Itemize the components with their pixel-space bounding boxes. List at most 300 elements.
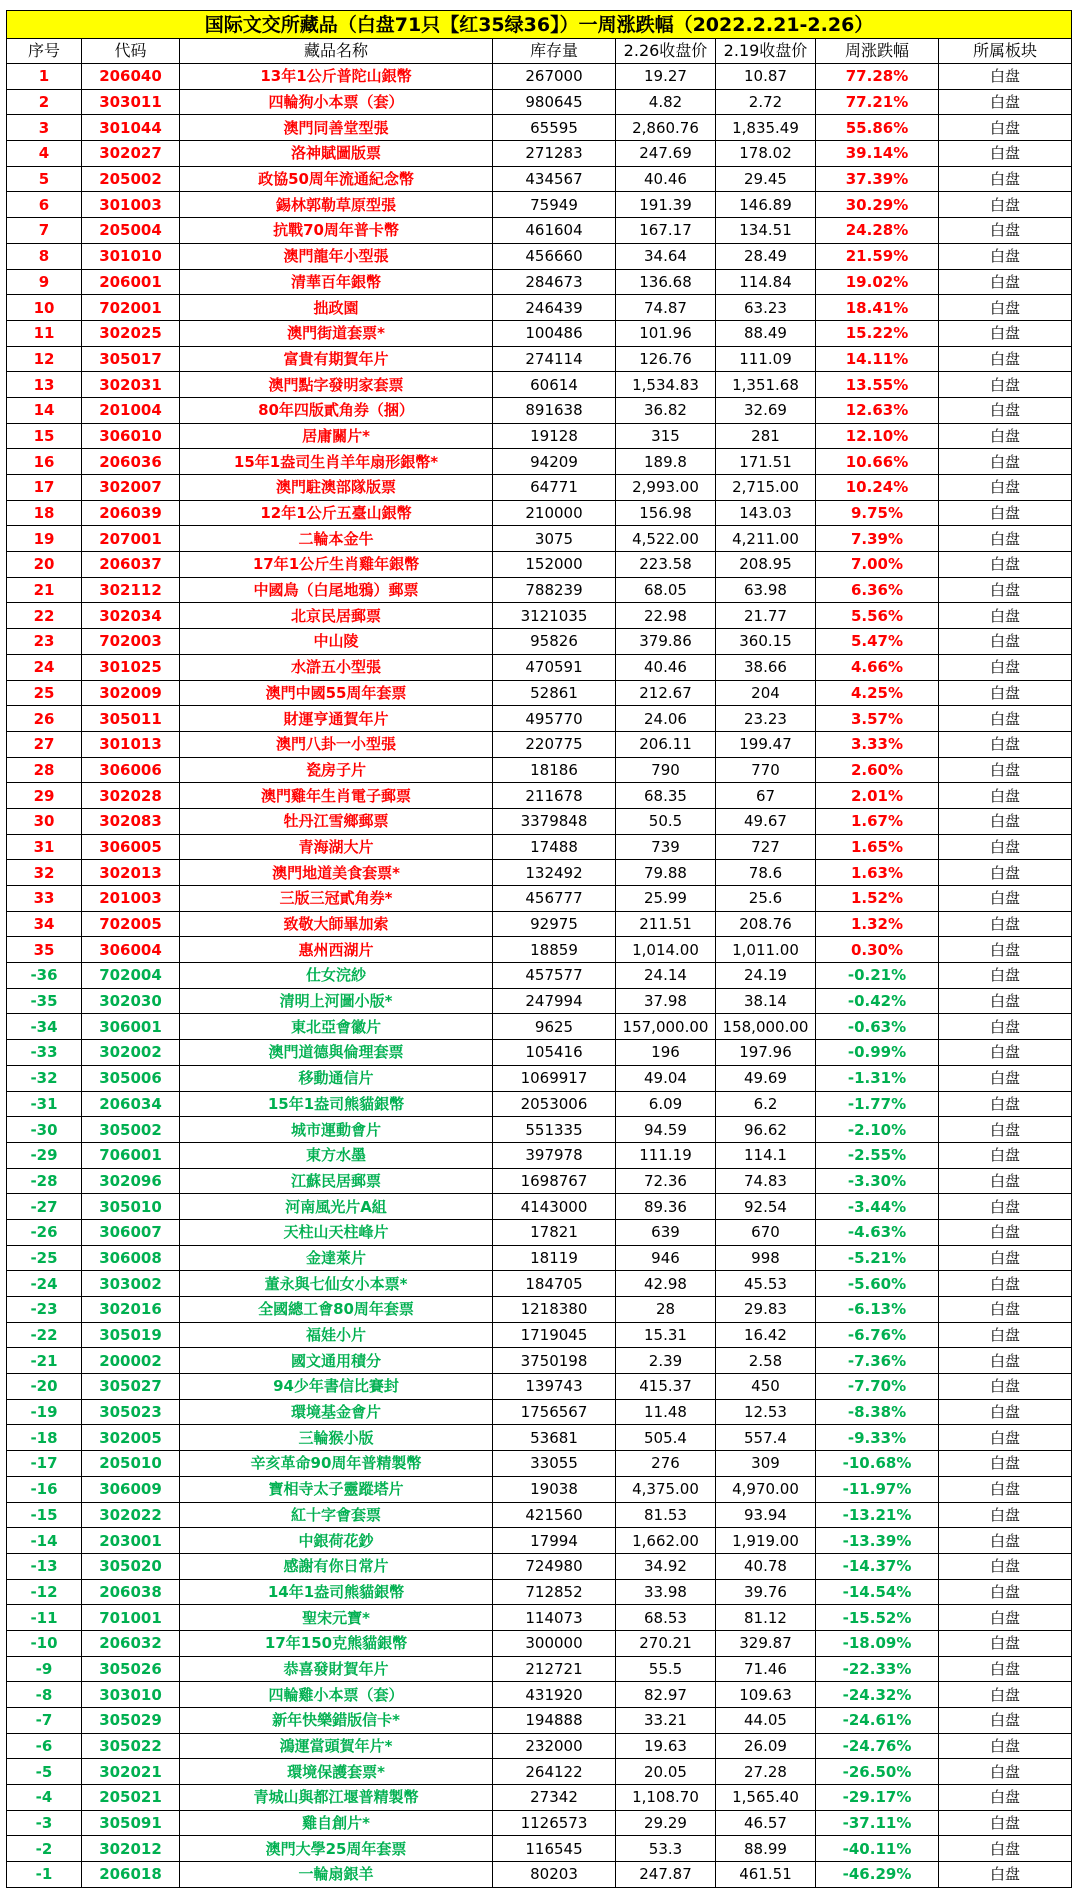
code-cell: 206037 [82, 552, 180, 578]
close-226-cell: 42.98 [616, 1271, 716, 1297]
close-226-cell: 6.09 [616, 1091, 716, 1117]
rank-cell: -1 [7, 1862, 82, 1888]
board-cell: 白盘 [939, 1708, 1072, 1734]
weekly-change-cell: 2.60% [816, 757, 939, 783]
board-cell: 白盘 [939, 269, 1072, 295]
close-226-cell: 790 [616, 757, 716, 783]
close-226-cell: 639 [616, 1219, 716, 1245]
close-219-cell: 208.76 [716, 911, 816, 937]
weekly-change-cell: -6.76% [816, 1322, 939, 1348]
stock-cell: 980645 [493, 89, 616, 115]
code-cell: 302030 [82, 988, 180, 1014]
rank-cell: -4 [7, 1785, 82, 1811]
item-name-cell: 牡丹江雪鄉郵票 [180, 808, 493, 834]
table-row [7, 1451, 1072, 1477]
code-cell: 205021 [82, 1785, 180, 1811]
weekly-change-cell: 10.66% [816, 449, 939, 475]
rank-cell: -18 [7, 1425, 82, 1451]
board-cell: 白盘 [939, 1219, 1072, 1245]
close-226-cell: 74.87 [616, 295, 716, 321]
weekly-change-cell: 3.33% [816, 731, 939, 757]
code-cell: 206001 [82, 269, 180, 295]
code-cell: 301013 [82, 731, 180, 757]
stock-cell: 264122 [493, 1759, 616, 1785]
code-cell: 706001 [82, 1142, 180, 1168]
weekly-change-cell: 2.01% [816, 783, 939, 809]
table-body [7, 64, 1072, 1888]
board-cell: 白盘 [939, 449, 1072, 475]
item-name-cell: 致敬大師畢加索 [180, 911, 493, 937]
rank-cell: -21 [7, 1348, 82, 1374]
close-226-cell: 211.51 [616, 911, 716, 937]
close-226-cell: 2,860.76 [616, 115, 716, 141]
item-name-cell: 財運亨通賀年片 [180, 706, 493, 732]
table-row [7, 1733, 1072, 1759]
code-cell: 702001 [82, 295, 180, 321]
close-219-cell: 4,211.00 [716, 526, 816, 552]
weekly-change-cell: 6.36% [816, 577, 939, 603]
board-cell: 白盘 [939, 475, 1072, 501]
item-name-cell: 17年1公斤生肖雞年銀幣 [180, 552, 493, 578]
board-cell: 白盘 [939, 1630, 1072, 1656]
weekly-change-cell: -1.31% [816, 1065, 939, 1091]
item-name-cell: 城市運動會片 [180, 1117, 493, 1143]
code-cell: 302025 [82, 320, 180, 346]
item-name-cell: 洛神賦圖版票 [180, 141, 493, 167]
close-219-cell: 63.23 [716, 295, 816, 321]
code-cell: 306009 [82, 1476, 180, 1502]
table-row [7, 1014, 1072, 1040]
rank-cell: -13 [7, 1553, 82, 1579]
table-row [7, 1836, 1072, 1862]
stock-cell: 2053006 [493, 1091, 616, 1117]
weekly-change-cell: 7.39% [816, 526, 939, 552]
table-row [7, 629, 1072, 655]
close-219-cell: 146.89 [716, 192, 816, 218]
board-cell: 白盘 [939, 218, 1072, 244]
rank-cell: 4 [7, 141, 82, 167]
rank-cell: 17 [7, 475, 82, 501]
weekly-change-cell: 37.39% [816, 166, 939, 192]
code-cell: 303011 [82, 89, 180, 115]
close-219-cell: 93.94 [716, 1502, 816, 1528]
weekly-change-cell: -24.76% [816, 1733, 939, 1759]
close-226-cell: 20.05 [616, 1759, 716, 1785]
stock-cell: 17821 [493, 1219, 616, 1245]
stock-cell: 212721 [493, 1656, 616, 1682]
board-cell: 白盘 [939, 526, 1072, 552]
code-cell: 305020 [82, 1553, 180, 1579]
item-name-cell: 移動通信片 [180, 1065, 493, 1091]
table-row [7, 1374, 1072, 1400]
table-row [7, 731, 1072, 757]
board-cell: 白盘 [939, 1759, 1072, 1785]
table-row [7, 706, 1072, 732]
table-row [7, 988, 1072, 1014]
board-cell: 白盘 [939, 834, 1072, 860]
close-219-cell: 67 [716, 783, 816, 809]
code-cell: 206034 [82, 1091, 180, 1117]
item-name-cell: 惠州西湖片 [180, 937, 493, 963]
rank-cell: 15 [7, 423, 82, 449]
weekly-change-cell: -26.50% [816, 1759, 939, 1785]
code-cell: 305017 [82, 346, 180, 372]
close-219-cell: 4,970.00 [716, 1476, 816, 1502]
table-row [7, 834, 1072, 860]
stock-cell: 456777 [493, 886, 616, 912]
item-name-cell: 居庸關片* [180, 423, 493, 449]
stock-cell: 220775 [493, 731, 616, 757]
rank-cell: 29 [7, 783, 82, 809]
close-226-cell: 505.4 [616, 1425, 716, 1451]
code-cell: 302083 [82, 808, 180, 834]
board-cell: 白盘 [939, 654, 1072, 680]
board-cell: 白盘 [939, 1194, 1072, 1220]
board-cell: 白盘 [939, 1117, 1072, 1143]
weekly-change-cell: 77.28% [816, 64, 939, 90]
item-name-cell: 二輪本金牛 [180, 526, 493, 552]
board-cell: 白盘 [939, 1091, 1072, 1117]
stock-cell: 27342 [493, 1785, 616, 1811]
item-name-cell: 環境基金會片 [180, 1399, 493, 1425]
close-219-cell: 38.66 [716, 654, 816, 680]
rank-cell: -17 [7, 1451, 82, 1477]
item-name-cell: 環境保護套票* [180, 1759, 493, 1785]
weekly-change-cell: 24.28% [816, 218, 939, 244]
board-cell: 白盘 [939, 1733, 1072, 1759]
close-226-cell: 270.21 [616, 1630, 716, 1656]
board-cell: 白盘 [939, 1476, 1072, 1502]
weekly-change-cell: 21.59% [816, 243, 939, 269]
rank-cell: 5 [7, 166, 82, 192]
code-cell: 205002 [82, 166, 180, 192]
stock-cell: 210000 [493, 500, 616, 526]
close-219-cell: 2.58 [716, 1348, 816, 1374]
board-cell: 白盘 [939, 346, 1072, 372]
stock-cell: 434567 [493, 166, 616, 192]
close-226-cell: 415.37 [616, 1374, 716, 1400]
item-name-cell: 國文通用積分 [180, 1348, 493, 1374]
close-219-cell: 32.69 [716, 397, 816, 423]
item-name-cell: 錫林郭勒草原型張 [180, 192, 493, 218]
rank-cell: -20 [7, 1374, 82, 1400]
item-name-cell: 15年1盎司生肖羊年扇形銀幣* [180, 449, 493, 475]
code-cell: 302034 [82, 603, 180, 629]
close-226-cell: 126.76 [616, 346, 716, 372]
rank-cell: -22 [7, 1322, 82, 1348]
rank-cell: 2 [7, 89, 82, 115]
code-cell: 306004 [82, 937, 180, 963]
stock-cell: 53681 [493, 1425, 616, 1451]
close-219-cell: 92.54 [716, 1194, 816, 1220]
header-row [7, 39, 1072, 64]
weekly-change-cell: -0.21% [816, 963, 939, 989]
table-row [7, 166, 1072, 192]
close-219-cell: 197.96 [716, 1040, 816, 1066]
table-row [7, 64, 1072, 90]
stock-cell: 18186 [493, 757, 616, 783]
close-219-cell: 2,715.00 [716, 475, 816, 501]
weekly-change-cell: 55.86% [816, 115, 939, 141]
weekly-change-cell: 1.32% [816, 911, 939, 937]
table-row [7, 860, 1072, 886]
close-219-cell: 23.23 [716, 706, 816, 732]
rank-cell: 24 [7, 654, 82, 680]
stock-cell: 431920 [493, 1682, 616, 1708]
stock-cell: 3379848 [493, 808, 616, 834]
code-cell: 302022 [82, 1502, 180, 1528]
rank-cell: 1 [7, 64, 82, 90]
close-226-cell: 101.96 [616, 320, 716, 346]
weekly-change-cell: -6.13% [816, 1297, 939, 1323]
close-219-cell: 81.12 [716, 1605, 816, 1631]
item-name-cell: 三版三冠貳角券* [180, 886, 493, 912]
item-name-cell: 辛亥革命90周年普精製幣 [180, 1451, 493, 1477]
close-226-cell: 4,375.00 [616, 1476, 716, 1502]
column-header: 周涨跌幅 [816, 39, 939, 64]
board-cell: 白盘 [939, 1168, 1072, 1194]
rank-cell: 21 [7, 577, 82, 603]
close-219-cell: 1,011.00 [716, 937, 816, 963]
stock-cell: 267000 [493, 64, 616, 90]
table-row [7, 1579, 1072, 1605]
rank-cell: 14 [7, 397, 82, 423]
stock-cell: 184705 [493, 1271, 616, 1297]
code-cell: 302021 [82, 1759, 180, 1785]
code-cell: 302005 [82, 1425, 180, 1451]
rank-cell: -28 [7, 1168, 82, 1194]
board-cell: 白盘 [939, 1528, 1072, 1554]
table-row [7, 320, 1072, 346]
close-226-cell: 40.46 [616, 166, 716, 192]
stock-cell: 456660 [493, 243, 616, 269]
close-226-cell: 40.46 [616, 654, 716, 680]
rank-cell: -23 [7, 1297, 82, 1323]
stock-cell: 18119 [493, 1245, 616, 1271]
close-219-cell: 1,565.40 [716, 1785, 816, 1811]
board-cell: 白盘 [939, 783, 1072, 809]
weekly-change-cell: -24.32% [816, 1682, 939, 1708]
stock-cell: 1719045 [493, 1322, 616, 1348]
weekly-change-cell: 1.67% [816, 808, 939, 834]
rank-cell: -15 [7, 1502, 82, 1528]
code-cell: 302009 [82, 680, 180, 706]
close-219-cell: 28.49 [716, 243, 816, 269]
close-226-cell: 315 [616, 423, 716, 449]
weekly-change-cell: -3.44% [816, 1194, 939, 1220]
rank-cell: -5 [7, 1759, 82, 1785]
code-cell: 702003 [82, 629, 180, 655]
table-row [7, 1168, 1072, 1194]
board-cell: 白盘 [939, 1065, 1072, 1091]
close-219-cell: 71.46 [716, 1656, 816, 1682]
close-226-cell: 68.35 [616, 783, 716, 809]
close-226-cell: 19.27 [616, 64, 716, 90]
weekly-change-cell: -14.37% [816, 1553, 939, 1579]
code-cell: 206038 [82, 1579, 180, 1605]
stock-cell: 421560 [493, 1502, 616, 1528]
close-226-cell: 379.86 [616, 629, 716, 655]
item-name-cell: 天柱山天柱峰片 [180, 1219, 493, 1245]
board-cell: 白盘 [939, 1297, 1072, 1323]
column-header: 2.26收盘价 [616, 39, 716, 64]
item-name-cell: 澳門地道美食套票* [180, 860, 493, 886]
stock-cell: 1218380 [493, 1297, 616, 1323]
table-row [7, 115, 1072, 141]
board-cell: 白盘 [939, 89, 1072, 115]
item-name-cell: 雞自創片* [180, 1810, 493, 1836]
close-226-cell: 89.36 [616, 1194, 716, 1220]
data-table [6, 10, 1072, 1888]
close-219-cell: 63.98 [716, 577, 816, 603]
close-219-cell: 208.95 [716, 552, 816, 578]
stock-cell: 274114 [493, 346, 616, 372]
close-219-cell: 88.49 [716, 320, 816, 346]
weekly-change-cell: 77.21% [816, 89, 939, 115]
board-cell: 白盘 [939, 937, 1072, 963]
table-row [7, 1425, 1072, 1451]
item-name-cell: 一輪扇銀羊 [180, 1862, 493, 1888]
stock-cell: 60614 [493, 372, 616, 398]
rank-cell: 6 [7, 192, 82, 218]
close-226-cell: 55.5 [616, 1656, 716, 1682]
close-226-cell: 1,108.70 [616, 1785, 716, 1811]
close-226-cell: 196 [616, 1040, 716, 1066]
close-226-cell: 19.63 [616, 1733, 716, 1759]
weekly-change-cell: 10.24% [816, 475, 939, 501]
close-226-cell: 212.67 [616, 680, 716, 706]
stock-cell: 551335 [493, 1117, 616, 1143]
item-name-cell: 15年1盎司熊貓銀幣 [180, 1091, 493, 1117]
close-219-cell: 40.78 [716, 1553, 816, 1579]
board-cell: 白盘 [939, 1374, 1072, 1400]
table-row [7, 372, 1072, 398]
item-name-cell: 感謝有你日常片 [180, 1553, 493, 1579]
code-cell: 305023 [82, 1399, 180, 1425]
code-cell: 305022 [82, 1733, 180, 1759]
weekly-change-cell: -18.09% [816, 1630, 939, 1656]
close-226-cell: 4.82 [616, 89, 716, 115]
stock-cell: 139743 [493, 1374, 616, 1400]
code-cell: 306005 [82, 834, 180, 860]
close-219-cell: 45.53 [716, 1271, 816, 1297]
weekly-change-cell: 5.47% [816, 629, 939, 655]
rank-cell: -32 [7, 1065, 82, 1091]
weekly-change-cell: -24.61% [816, 1708, 939, 1734]
rank-cell: 8 [7, 243, 82, 269]
rank-cell: -33 [7, 1040, 82, 1066]
table-row [7, 1322, 1072, 1348]
code-cell: 201004 [82, 397, 180, 423]
rank-cell: -29 [7, 1142, 82, 1168]
weekly-change-cell: 39.14% [816, 141, 939, 167]
board-cell: 白盘 [939, 372, 1072, 398]
board-cell: 白盘 [939, 1553, 1072, 1579]
close-219-cell: 10.87 [716, 64, 816, 90]
rank-cell: -16 [7, 1476, 82, 1502]
rank-cell: -11 [7, 1605, 82, 1631]
close-219-cell: 26.09 [716, 1733, 816, 1759]
weekly-change-cell: 12.63% [816, 397, 939, 423]
table-row [7, 654, 1072, 680]
rank-cell: -30 [7, 1117, 82, 1143]
table-row [7, 1091, 1072, 1117]
item-name-cell: 紅十字會套票 [180, 1502, 493, 1528]
stock-cell: 94209 [493, 449, 616, 475]
weekly-change-cell: 4.66% [816, 654, 939, 680]
rank-cell: 27 [7, 731, 82, 757]
close-226-cell: 79.88 [616, 860, 716, 886]
table-row [7, 89, 1072, 115]
stock-cell: 397978 [493, 1142, 616, 1168]
close-219-cell: 770 [716, 757, 816, 783]
board-cell: 白盘 [939, 1836, 1072, 1862]
stock-cell: 132492 [493, 860, 616, 886]
rank-cell: 7 [7, 218, 82, 244]
rank-cell: -8 [7, 1682, 82, 1708]
weekly-change-cell: 14.11% [816, 346, 939, 372]
stock-cell: 1126573 [493, 1810, 616, 1836]
board-cell: 白盘 [939, 963, 1072, 989]
weekly-change-cell: 19.02% [816, 269, 939, 295]
board-cell: 白盘 [939, 500, 1072, 526]
weekly-change-cell: -0.63% [816, 1014, 939, 1040]
weekly-change-cell: -13.39% [816, 1528, 939, 1554]
stock-cell: 4143000 [493, 1194, 616, 1220]
code-cell: 302016 [82, 1297, 180, 1323]
close-219-cell: 16.42 [716, 1322, 816, 1348]
code-cell: 200002 [82, 1348, 180, 1374]
rank-cell: 28 [7, 757, 82, 783]
table-row [7, 911, 1072, 937]
close-226-cell: 37.98 [616, 988, 716, 1014]
table-row [7, 295, 1072, 321]
close-219-cell: 109.63 [716, 1682, 816, 1708]
code-cell: 702005 [82, 911, 180, 937]
board-cell: 白盘 [939, 1399, 1072, 1425]
close-219-cell: 49.69 [716, 1065, 816, 1091]
close-226-cell: 276 [616, 1451, 716, 1477]
board-cell: 白盘 [939, 166, 1072, 192]
close-226-cell: 157,000.00 [616, 1014, 716, 1040]
item-name-cell: 17年150克熊貓銀幣 [180, 1630, 493, 1656]
close-226-cell: 33.21 [616, 1708, 716, 1734]
close-219-cell: 111.09 [716, 346, 816, 372]
table-row [7, 500, 1072, 526]
item-name-cell: 澳門中國55周年套票 [180, 680, 493, 706]
stock-cell: 457577 [493, 963, 616, 989]
stock-cell: 211678 [493, 783, 616, 809]
item-name-cell: 聖宋元寶* [180, 1605, 493, 1631]
item-name-cell: 四輪狗小本票（套） [180, 89, 493, 115]
item-name-cell: 80年四版貳角券（捆） [180, 397, 493, 423]
close-219-cell: 1,351.68 [716, 372, 816, 398]
item-name-cell: 94少年書信比賽封 [180, 1374, 493, 1400]
code-cell: 206036 [82, 449, 180, 475]
close-219-cell: 309 [716, 1451, 816, 1477]
code-cell: 306001 [82, 1014, 180, 1040]
rank-cell: 9 [7, 269, 82, 295]
rank-cell: -19 [7, 1399, 82, 1425]
code-cell: 305006 [82, 1065, 180, 1091]
board-cell: 白盘 [939, 1040, 1072, 1066]
code-cell: 305002 [82, 1117, 180, 1143]
board-cell: 白盘 [939, 1810, 1072, 1836]
board-cell: 白盘 [939, 1014, 1072, 1040]
code-cell: 206040 [82, 64, 180, 90]
table-row [7, 757, 1072, 783]
code-cell: 302027 [82, 141, 180, 167]
